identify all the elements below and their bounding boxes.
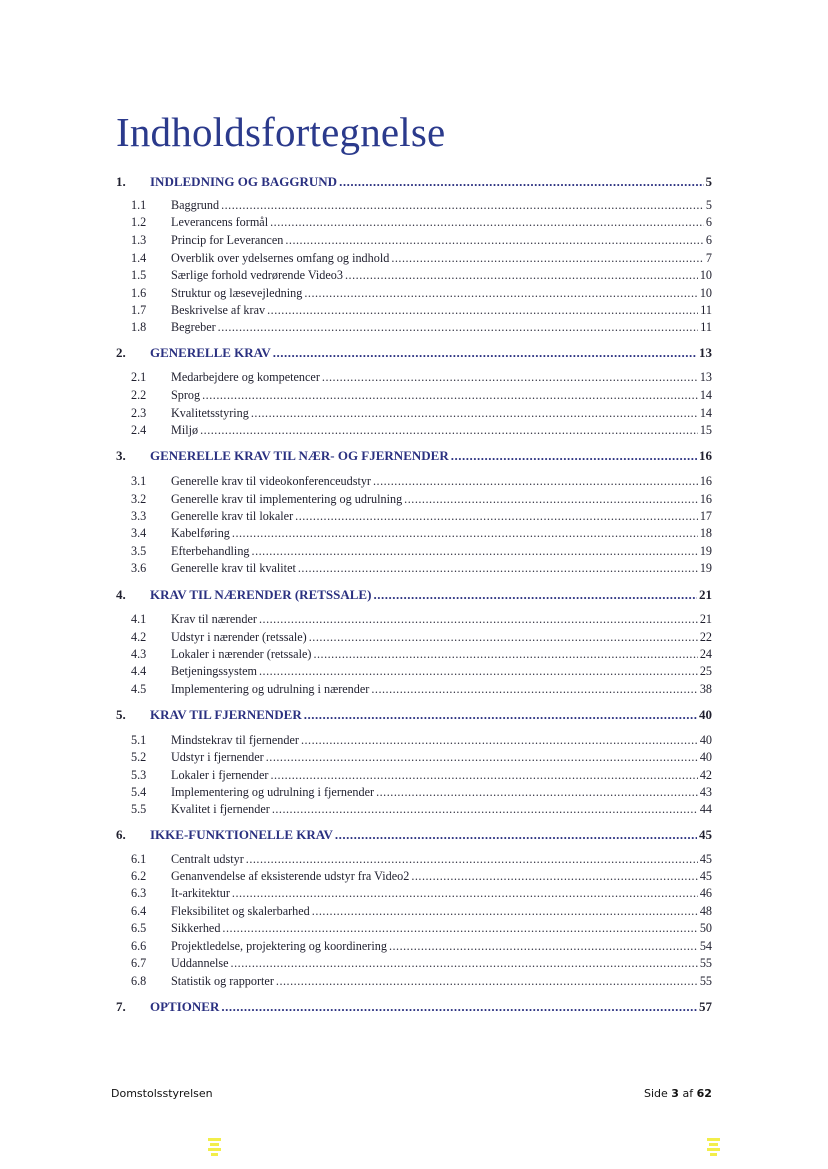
toc-entry-title: Udstyr i fjernender bbox=[171, 750, 264, 764]
toc-entry-title: Centralt udstyr bbox=[171, 852, 244, 866]
toc-subsection-entry[interactable] bbox=[131, 492, 712, 507]
toc-entry-title: Generelle krav til implementering og udrulning bbox=[171, 492, 403, 506]
toc-entry-title: Lokaler i nærender (retssale) bbox=[171, 647, 312, 661]
toc-entry-title: Overblik over ydelsernes omfang og indhold bbox=[171, 251, 390, 265]
toc-leader-dots bbox=[404, 492, 698, 507]
toc-entry-page: 21 bbox=[699, 587, 712, 602]
toc-subsection-entry[interactable] bbox=[131, 869, 712, 884]
toc-leader-dots bbox=[376, 785, 698, 800]
toc-leader-dots bbox=[272, 802, 698, 817]
toc-entry-title: Sikkerhed bbox=[171, 921, 221, 935]
toc-entry-page: 11 bbox=[700, 303, 712, 317]
toc-leader-dots bbox=[309, 630, 698, 645]
toc-entry-page: 21 bbox=[699, 612, 712, 626]
toc-subsection-entry[interactable] bbox=[131, 921, 712, 936]
toc-entry-page: 44 bbox=[699, 802, 712, 816]
toc-entry-number: 3.6 bbox=[131, 561, 147, 575]
toc-subsection-entry[interactable] bbox=[131, 852, 712, 867]
toc-subsection-entry[interactable] bbox=[131, 388, 712, 403]
toc-entry-number: 3.2 bbox=[131, 492, 147, 506]
toc-entry-number: 1.7 bbox=[131, 303, 147, 317]
toc-entry-title: Uddannelse bbox=[171, 956, 229, 970]
toc-leader-dots bbox=[232, 526, 698, 541]
toc-entry-page: 13 bbox=[699, 345, 712, 360]
toc-entry-page: 18 bbox=[699, 526, 712, 540]
toc-entry-title: Projektledelse, projektering og koordinering bbox=[171, 939, 387, 953]
toc-entry-number: 6.3 bbox=[131, 886, 147, 900]
toc-entry-page: 48 bbox=[699, 904, 712, 918]
highlight-marker-left-icon bbox=[208, 1138, 221, 1160]
toc-leader-dots bbox=[304, 707, 697, 723]
toc-subsection-entry[interactable] bbox=[131, 286, 712, 301]
toc-subsection-entry[interactable] bbox=[131, 320, 712, 335]
toc-entry-number: 4.5 bbox=[131, 682, 147, 696]
toc-leader-dots bbox=[322, 370, 698, 385]
toc-entry-number: 6.1 bbox=[131, 852, 147, 866]
toc-entry-number: 1.4 bbox=[131, 251, 147, 265]
toc-entry-number: 4. bbox=[116, 587, 126, 602]
toc-entry-page: 16 bbox=[699, 448, 712, 463]
toc-leader-dots bbox=[451, 448, 697, 464]
footer-organization: Domstolsstyrelsen bbox=[111, 1087, 213, 1100]
toc-entry-title: Generelle krav til lokaler bbox=[171, 509, 294, 523]
toc-leader-dots bbox=[371, 682, 697, 697]
toc-entry-page: 45 bbox=[699, 827, 712, 842]
toc-entry-page: 14 bbox=[699, 406, 712, 420]
toc-leader-dots bbox=[389, 939, 698, 954]
toc-leader-dots bbox=[270, 768, 697, 783]
toc-entry-number: 6.2 bbox=[131, 869, 147, 883]
toc-entry-page: 6 bbox=[705, 215, 712, 229]
toc-leader-dots bbox=[267, 303, 698, 318]
toc-entry-page: 40 bbox=[699, 733, 712, 747]
toc-subsection-entry[interactable] bbox=[131, 974, 712, 989]
toc-leader-dots bbox=[285, 233, 704, 248]
toc-entry-number: 2.2 bbox=[131, 388, 147, 402]
toc-entry-number: 5.2 bbox=[131, 750, 147, 764]
toc-entry-title: Statistik og rapporter bbox=[171, 974, 274, 988]
toc-entry-page: 45 bbox=[699, 852, 712, 866]
toc-entry-title: Princip for Leverancen bbox=[171, 233, 284, 247]
toc-entry-title: Udstyr i nærender (retssale) bbox=[171, 630, 307, 644]
toc-leader-dots bbox=[339, 174, 703, 190]
toc-entry-title: Kvalitet i fjernender bbox=[171, 802, 270, 816]
toc-entry-title: Beskrivelse af krav bbox=[171, 303, 266, 317]
toc-entry-number: 1.2 bbox=[131, 215, 147, 229]
toc-subsection-entry[interactable] bbox=[131, 509, 712, 524]
toc-subsection-entry[interactable] bbox=[131, 768, 712, 783]
toc-entry-page: 6 bbox=[705, 233, 712, 247]
toc-leader-dots bbox=[345, 268, 698, 283]
footer-page-total: 62 bbox=[696, 1087, 712, 1100]
toc-entry-title: Lokaler i fjernender bbox=[171, 768, 269, 782]
highlight-marker-right-icon bbox=[707, 1138, 720, 1160]
toc-leader-dots bbox=[313, 647, 697, 662]
toc-subsection-entry[interactable] bbox=[131, 612, 712, 627]
toc-leader-dots bbox=[295, 509, 698, 524]
toc-entry-page: 45 bbox=[699, 869, 712, 883]
toc-entry-number: 1.3 bbox=[131, 233, 147, 247]
toc-entry-number: 6.7 bbox=[131, 956, 147, 970]
toc-subsection-entry[interactable] bbox=[131, 406, 712, 421]
toc-entry-page: 17 bbox=[699, 509, 712, 523]
toc-entry-title: Særlige forhold vedrørende Video3 bbox=[171, 268, 343, 282]
toc-entry-page: 22 bbox=[699, 630, 712, 644]
toc-entry-number: 2. bbox=[116, 345, 126, 360]
toc-entry-title: Miljø bbox=[171, 423, 199, 437]
toc-section-entry[interactable] bbox=[116, 448, 712, 464]
toc-entry-title: Implementering og udrulning i fjernender bbox=[171, 785, 375, 799]
toc-leader-dots bbox=[202, 388, 698, 403]
toc-entry-title: OPTIONER bbox=[150, 999, 220, 1014]
footer-page-number bbox=[644, 1087, 712, 1100]
footer-page-current: 3 bbox=[671, 1087, 679, 1100]
toc-entry-page: 5 bbox=[705, 198, 712, 212]
toc-subsection-entry[interactable] bbox=[131, 664, 712, 679]
toc-entry-title: Struktur og læsevejledning bbox=[171, 286, 303, 300]
toc-entry-title: Begreber bbox=[171, 320, 216, 334]
toc-entry-number: 2.1 bbox=[131, 370, 147, 384]
toc-entry-title: KRAV TIL NÆRENDER (RETSSALE) bbox=[150, 587, 372, 602]
toc-entry-number: 7. bbox=[116, 999, 126, 1014]
toc-entry-number: 3.5 bbox=[131, 544, 147, 558]
toc-entry-page: 16 bbox=[699, 474, 712, 488]
toc-entry-number: 5.4 bbox=[131, 785, 147, 799]
toc-leader-dots bbox=[259, 612, 698, 627]
toc-entry-number: 5.1 bbox=[131, 733, 147, 747]
toc-entry-page: 40 bbox=[699, 750, 712, 764]
toc-entry-number: 6.4 bbox=[131, 904, 147, 918]
toc-subsection-entry[interactable] bbox=[131, 215, 712, 230]
toc-entry-number: 5.5 bbox=[131, 802, 147, 816]
toc-leader-dots bbox=[298, 561, 698, 576]
toc-subsection-entry[interactable] bbox=[131, 526, 712, 541]
toc-entry-number: 1.6 bbox=[131, 286, 147, 300]
toc-entry-page: 10 bbox=[699, 286, 712, 300]
toc-entry-page: 19 bbox=[699, 544, 712, 558]
toc-entry-title: KRAV TIL FJERNENDER bbox=[150, 707, 302, 722]
toc-entry-page: 19 bbox=[699, 561, 712, 575]
toc-section-entry[interactable] bbox=[116, 827, 712, 843]
toc-subsection-entry[interactable] bbox=[131, 886, 712, 901]
toc-entry-title: Krav til nærender bbox=[171, 612, 257, 626]
toc-leader-dots bbox=[232, 886, 698, 901]
toc-entry-title: Genanvendelse af eksisterende udstyr fra Video2 bbox=[171, 869, 410, 883]
toc-entry-title: GENERELLE KRAV bbox=[150, 345, 271, 360]
toc-subsection-entry[interactable] bbox=[131, 474, 712, 489]
toc-entry-number: 3. bbox=[116, 448, 126, 463]
toc-entry-title: GENERELLE KRAV TIL NÆR- OG FJERNENDER bbox=[150, 448, 449, 463]
toc-section-entry[interactable] bbox=[116, 345, 712, 361]
toc-entry-number: 3.3 bbox=[131, 509, 147, 523]
toc-leader-dots bbox=[231, 956, 698, 971]
toc-entry-title: Baggrund bbox=[171, 198, 220, 212]
toc-leader-dots bbox=[218, 320, 699, 335]
toc-subsection-entry[interactable] bbox=[131, 370, 712, 385]
toc-entry-page: 11 bbox=[700, 320, 712, 334]
toc-entry-title: Implementering og udrulning i nærender bbox=[171, 682, 370, 696]
toc-entry-page: 40 bbox=[699, 707, 712, 722]
toc-entry-page: 16 bbox=[699, 492, 712, 506]
toc-leader-dots bbox=[200, 423, 698, 438]
toc-leader-dots bbox=[391, 251, 704, 266]
toc-entry-page: 46 bbox=[699, 886, 712, 900]
toc-entry-page: 54 bbox=[699, 939, 712, 953]
toc-leader-dots bbox=[411, 869, 698, 884]
toc-subsection-entry[interactable] bbox=[131, 750, 712, 765]
toc-entry-number: 2.4 bbox=[131, 423, 147, 437]
toc-entry-title: Generelle krav til kvalitet bbox=[171, 561, 296, 575]
toc-leader-dots bbox=[373, 587, 697, 603]
toc-entry-title: Medarbejdere og kompetencer bbox=[171, 370, 320, 384]
toc-subsection-entry[interactable] bbox=[131, 198, 712, 213]
toc-entry-number: 4.2 bbox=[131, 630, 147, 644]
toc-entry-title: Kvalitetsstyring bbox=[171, 406, 249, 420]
toc-leader-dots bbox=[246, 852, 698, 867]
toc-leader-dots bbox=[335, 827, 697, 843]
toc-entry-page: 5 bbox=[705, 174, 712, 189]
toc-subsection-entry[interactable] bbox=[131, 733, 712, 748]
toc-entry-number: 1.8 bbox=[131, 320, 147, 334]
toc-subsection-entry[interactable] bbox=[131, 251, 712, 266]
toc-leader-dots bbox=[221, 999, 697, 1015]
toc-entry-number: 1.5 bbox=[131, 268, 147, 282]
toc-entry-number: 6. bbox=[116, 827, 126, 842]
toc-entry-page: 57 bbox=[699, 999, 712, 1014]
toc-section-entry[interactable] bbox=[116, 587, 712, 603]
toc-leader-dots bbox=[270, 215, 704, 230]
toc-entry-number: 3.1 bbox=[131, 474, 147, 488]
toc-entry-number: 6.8 bbox=[131, 974, 147, 988]
toc-subsection-entry[interactable] bbox=[131, 423, 712, 438]
toc-entry-number: 6.5 bbox=[131, 921, 147, 935]
toc-entry-number: 5. bbox=[116, 707, 126, 722]
toc-entry-title: It-arkitektur bbox=[171, 886, 230, 900]
toc-entry-title: IKKE-FUNKTIONELLE KRAV bbox=[150, 827, 333, 842]
toc-subsection-entry[interactable] bbox=[131, 630, 712, 645]
toc-entry-title: Kabelføring bbox=[171, 526, 230, 540]
toc-subsection-entry[interactable] bbox=[131, 785, 712, 800]
toc-leader-dots bbox=[312, 904, 698, 919]
footer-page-prefix: Side bbox=[644, 1087, 668, 1100]
toc-entry-page: 50 bbox=[699, 921, 712, 935]
toc-entry-title: Mindstekrav til fjernender bbox=[171, 733, 299, 747]
toc-entry-page: 10 bbox=[699, 268, 712, 282]
toc-subsection-entry[interactable] bbox=[131, 303, 712, 318]
toc-entry-number: 1.1 bbox=[131, 198, 147, 212]
toc-entry-number: 3.4 bbox=[131, 526, 147, 540]
toc-subsection-entry[interactable] bbox=[131, 956, 712, 971]
footer-page-sep: af bbox=[682, 1087, 694, 1100]
toc-entry-page: 13 bbox=[699, 370, 712, 384]
toc-entry-page: 42 bbox=[699, 768, 712, 782]
toc-entry-page: 38 bbox=[699, 682, 712, 696]
page-title: Indholdsfortegnelse bbox=[116, 109, 446, 155]
toc-entry-title: Betjeningssystem bbox=[171, 664, 257, 678]
toc-leader-dots bbox=[304, 286, 697, 301]
toc-entry-number: 4.1 bbox=[131, 612, 147, 626]
toc-subsection-entry[interactable] bbox=[131, 904, 712, 919]
toc-leader-dots bbox=[373, 474, 698, 489]
toc-entry-number: 1. bbox=[116, 174, 126, 189]
toc-leader-dots bbox=[222, 921, 697, 936]
toc-leader-dots bbox=[252, 544, 698, 559]
toc-subsection-entry[interactable] bbox=[131, 802, 712, 817]
toc-entry-title: Fleksibilitet og skalerbarhed bbox=[171, 904, 310, 918]
toc-entry-title: INDLEDNING OG BAGGRUND bbox=[150, 174, 338, 189]
toc-entry-page: 15 bbox=[699, 423, 712, 437]
toc-subsection-entry[interactable] bbox=[131, 682, 712, 697]
toc-subsection-entry[interactable] bbox=[131, 544, 712, 559]
toc-entry-number: 4.3 bbox=[131, 647, 147, 661]
toc-section-entry[interactable] bbox=[116, 174, 712, 190]
toc-leader-dots bbox=[259, 664, 698, 679]
toc-entry-page: 25 bbox=[699, 664, 712, 678]
toc-leader-dots bbox=[301, 733, 698, 748]
toc-entry-number: 2.3 bbox=[131, 406, 147, 420]
toc-entry-page: 55 bbox=[699, 974, 712, 988]
toc-leader-dots bbox=[251, 406, 698, 421]
toc-leader-dots bbox=[266, 750, 698, 765]
toc-entry-number: 6.6 bbox=[131, 939, 147, 953]
toc-subsection-entry[interactable] bbox=[131, 647, 712, 662]
toc-subsection-entry[interactable] bbox=[131, 268, 712, 283]
toc-entry-page: 7 bbox=[705, 251, 712, 265]
toc-entry-page: 43 bbox=[699, 785, 712, 799]
toc-section-entry[interactable] bbox=[116, 707, 712, 723]
toc-entry-page: 24 bbox=[699, 647, 712, 661]
toc-subsection-entry[interactable] bbox=[131, 561, 712, 576]
toc-subsection-entry[interactable] bbox=[131, 939, 712, 954]
toc-entry-number: 5.3 bbox=[131, 768, 147, 782]
toc-entry-title: Leverancens formål bbox=[171, 215, 269, 229]
toc-entry-title: Sprog bbox=[171, 388, 201, 402]
toc-leader-dots bbox=[276, 974, 698, 989]
toc-leader-dots bbox=[221, 198, 704, 213]
toc-entry-title: Generelle krav til videokonferenceudstyr bbox=[171, 474, 371, 488]
toc-section-entry[interactable] bbox=[116, 999, 712, 1015]
toc-entry-title: Efterbehandling bbox=[171, 544, 250, 558]
toc-leader-dots bbox=[273, 345, 697, 361]
toc-subsection-entry[interactable] bbox=[131, 233, 712, 248]
toc-entry-page: 14 bbox=[699, 388, 712, 402]
toc-entry-page: 55 bbox=[699, 956, 712, 970]
toc-entry-number: 4.4 bbox=[131, 664, 147, 678]
